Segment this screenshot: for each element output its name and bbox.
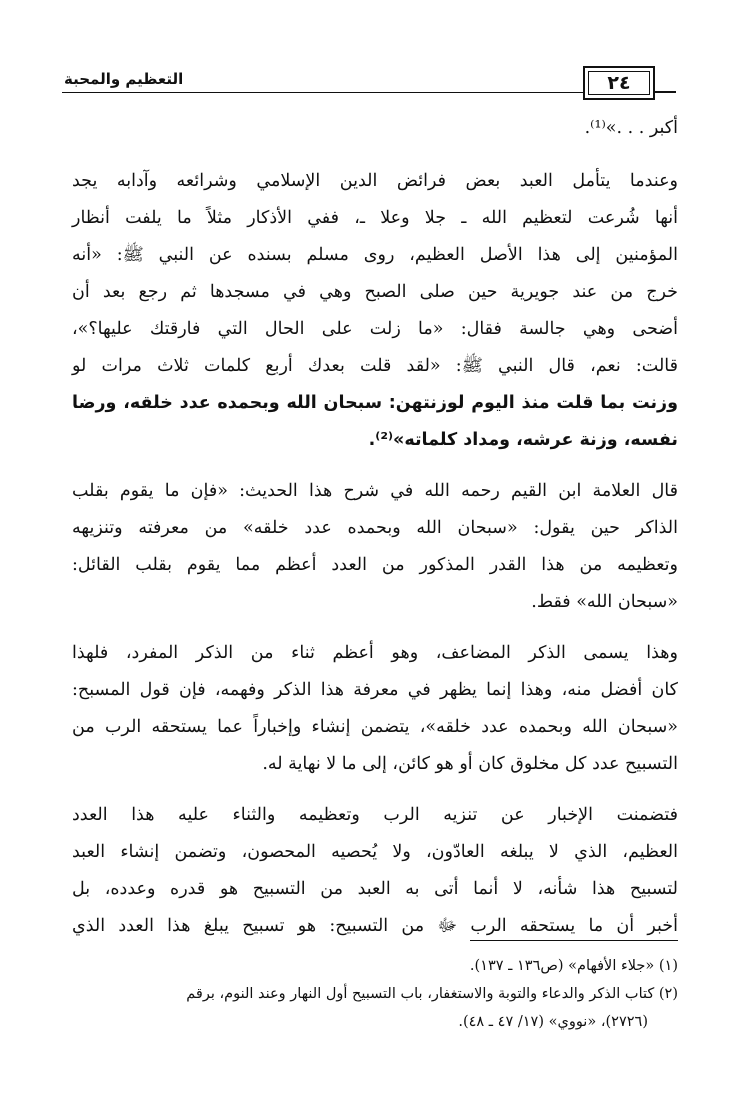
text-line: العظيم، الذي لا يبلغه العادّون، ولا يُحصيه المحصون، وتضمن إنشاء العبد (72, 842, 678, 862)
text-line: خرج من عند جويرية حين صلى الصبح وهي في مسجدها ثم رجع بعد أن (72, 282, 678, 302)
text-line: التسبيح عدد كل مخلوق كان أو هو كائن، إلى ما لا نهاية له. (262, 754, 678, 774)
page-number: ٢٤ (607, 72, 631, 94)
running-header-title: التعظيم والمحبة (64, 70, 184, 88)
text-line: أخبر أن ما يستحقه الرب ﷻ من التسبيح: هو تسبيح يبلغ هذا العدد الذي (72, 916, 678, 936)
footnote-line: (٢٧٢٦)، «نووي» (١٧/ ٤٧ ـ ٤٨). (458, 1014, 648, 1030)
footnote-line: (١) «جلاء الأفهام» (ص١٣٦ ـ ١٣٧). (469, 958, 678, 974)
text-line: وزنت بما قلت منذ اليوم لوزنتهن: سبحان الله وبحمده عدد خلقه، ورضا (72, 393, 678, 413)
text-line: المؤمنين إلى هذا الأصل العظيم، روى مسلم بسنده عن النبي ﷺ: «أنه (72, 245, 678, 265)
text-line: كان أفضل منه، وهذا إنما يظهر في معرفة هذا الذكر وفهمه، فإن قول المسبح: (72, 680, 678, 700)
text-line: «سبحان الله» فقط. (531, 592, 678, 612)
body-text (72, 110, 678, 945)
text-line: أضحى وهي جالسة فقال: «ما زلت على الحال التي فارقتك عليها؟»، (72, 319, 678, 339)
text-line: لتسبيح هذا شأنه، لا أنما أتى به العبد من التسبيح هو قدره وعدده، بل (72, 879, 678, 899)
header-dash (654, 91, 676, 93)
text-line: نفسه، وزنة عرشه، ومداد كلماته»⁽²⁾. (368, 430, 678, 450)
text-line: وتعظيمه من هذا القدر المذكور من العدد أعظم مما يقوم بقلب القائل: (72, 555, 678, 575)
text-line: فتضمنت الإخبار عن تنزيه الرب وتعظيمه والثناء عليه هذا العدد (72, 805, 678, 825)
text-line: قال العلامة ابن القيم رحمه الله في شرح هذا الحديث: «فإن ما يقوم بقلب (72, 481, 678, 501)
text-line: أكبر . . .»⁽¹⁾. (584, 118, 678, 138)
text-line: قالت: نعم، قال النبي ﷺ: «لقد قلت بعدك أربع كلمات ثلاث مرات لو (72, 356, 678, 376)
text-line: وهذا يسمى الذكر المضاعف، وهو أعظم ثناء من الذكر المفرد، فلهذا (72, 643, 678, 663)
text-line: أنها شُرعت لتعظيم الله ـ جلا وعلا ـ، ففي الأذكار مثلاً ما يلفت أنظار (72, 208, 678, 228)
text-line: الذاكر حين يقول: «سبحان الله وبحمده عدد خلقه» من معرفته وتنزيهه (72, 518, 678, 538)
footnote-line: (٢) كتاب الذكر والدعاء والتوبة والاستغفار، باب التسبيح أول النهار وعند النوم، برقم (186, 986, 678, 1002)
text-line: «سبحان الله وبحمده عدد خلقه»، يتضمن إنشاء وإخباراً عما يستحقه الرب من (72, 717, 678, 737)
text-line: وعندما يتأمل العبد بعض فرائض الدين الإسلامي وشرائعه وآدابه يجد (72, 171, 678, 191)
footnote-separator (470, 940, 678, 941)
header-rule (62, 92, 664, 93)
footnotes (72, 952, 678, 1036)
